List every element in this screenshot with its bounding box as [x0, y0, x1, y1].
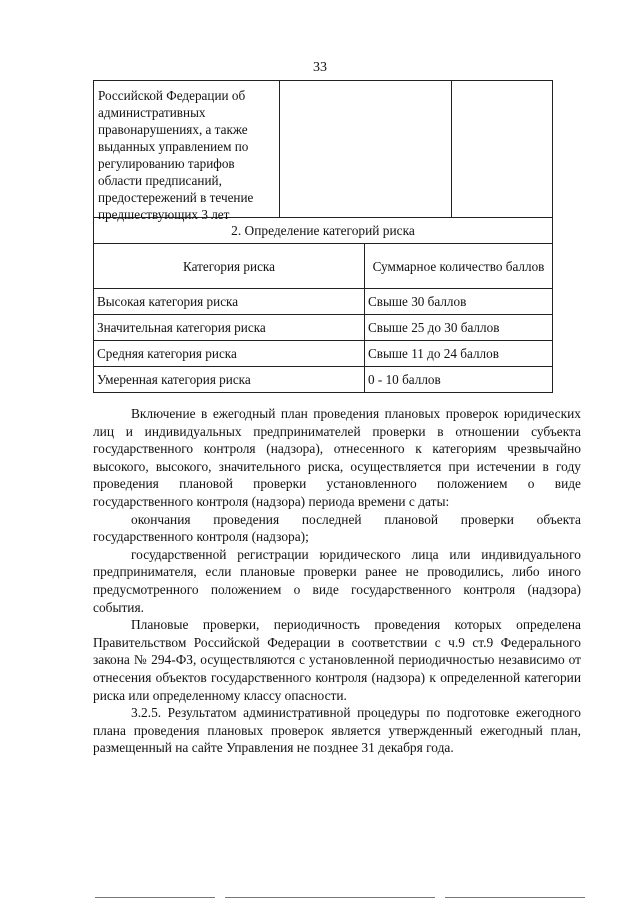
footer-scan-line — [225, 897, 435, 898]
risk-category: Умеренная категория риска — [94, 367, 365, 393]
risk-category: Высокая категория риска — [94, 289, 365, 315]
table-cell-description — [94, 81, 280, 222]
risk-score: Свыше 11 до 24 баллов — [365, 341, 553, 367]
continuation-table — [93, 80, 553, 222]
table-header-row — [94, 244, 553, 289]
risk-score: Свыше 30 баллов — [365, 289, 553, 315]
risk-score: 0 - 10 баллов — [365, 367, 553, 393]
table-row — [94, 315, 553, 341]
page-number: 33 — [313, 60, 327, 75]
paragraph: Плановые проверки, периодичность проведения которых определена Правительством Российской Федерации в соответствии с ч.9 ст.9 Федерального закона № 294-ФЗ, осуществляются с установленной периодичностью независимо от отнесения объектов государственного контроля (надзора) к определенной категории риска или определенному классу опасности. — [93, 617, 581, 703]
paragraph: государственной регистрации юридического лица или индивидуального предпринимателя, если плановые проверки ранее не проводились, либо иного предусмотренного положением о виде государственного контроля (надзора) события. — [93, 546, 581, 615]
footer-scan-line — [95, 897, 215, 898]
risk-category: Значительная категория риска — [94, 315, 365, 341]
table-row — [94, 367, 553, 393]
header-score: Суммарное количество баллов — [365, 244, 553, 289]
risk-score: Свыше 25 до 30 баллов — [365, 315, 553, 341]
paragraph: 3.2.5. Результатом административной процедуры по подготовке ежегодного плана проведения плановых проверок является утвержденный ежегодный план, размещенный на сайте Управления не позднее 31 декабря года. — [93, 705, 581, 756]
risk-category: Средняя категория риска — [94, 341, 365, 367]
column-divider — [451, 81, 452, 217]
table-row — [94, 341, 553, 367]
body-text — [93, 405, 581, 757]
table-row — [94, 289, 553, 315]
footer-scan-line — [445, 897, 585, 898]
paragraph: Включение в ежегодный план проведения плановых проверок юридических лиц и индивидуальных предпринимателей проверки в отношении субъекта государственного контроля (надзора), отнесенного к категориям чрезвычайно высокого, высокого, значительного риска, осуществляется при истечении в году проведения плановой проверки установленного положением о виде государственного контроля (надзора) периода времени с даты: — [93, 406, 581, 509]
section-title: 2. Определение категорий риска — [93, 218, 553, 244]
paragraph: окончания проведения последней плановой проверки объекта государственного контроля (надзора); — [93, 511, 581, 545]
header-category: Категория риска — [94, 244, 365, 289]
risk-category-table — [93, 243, 553, 393]
cell-text: Российской Федерации об административных правонарушениях, а также выданных управлением по регулированию тарифов области предписаний, предостережений в течение предшествующих 3 лет — [98, 88, 254, 222]
